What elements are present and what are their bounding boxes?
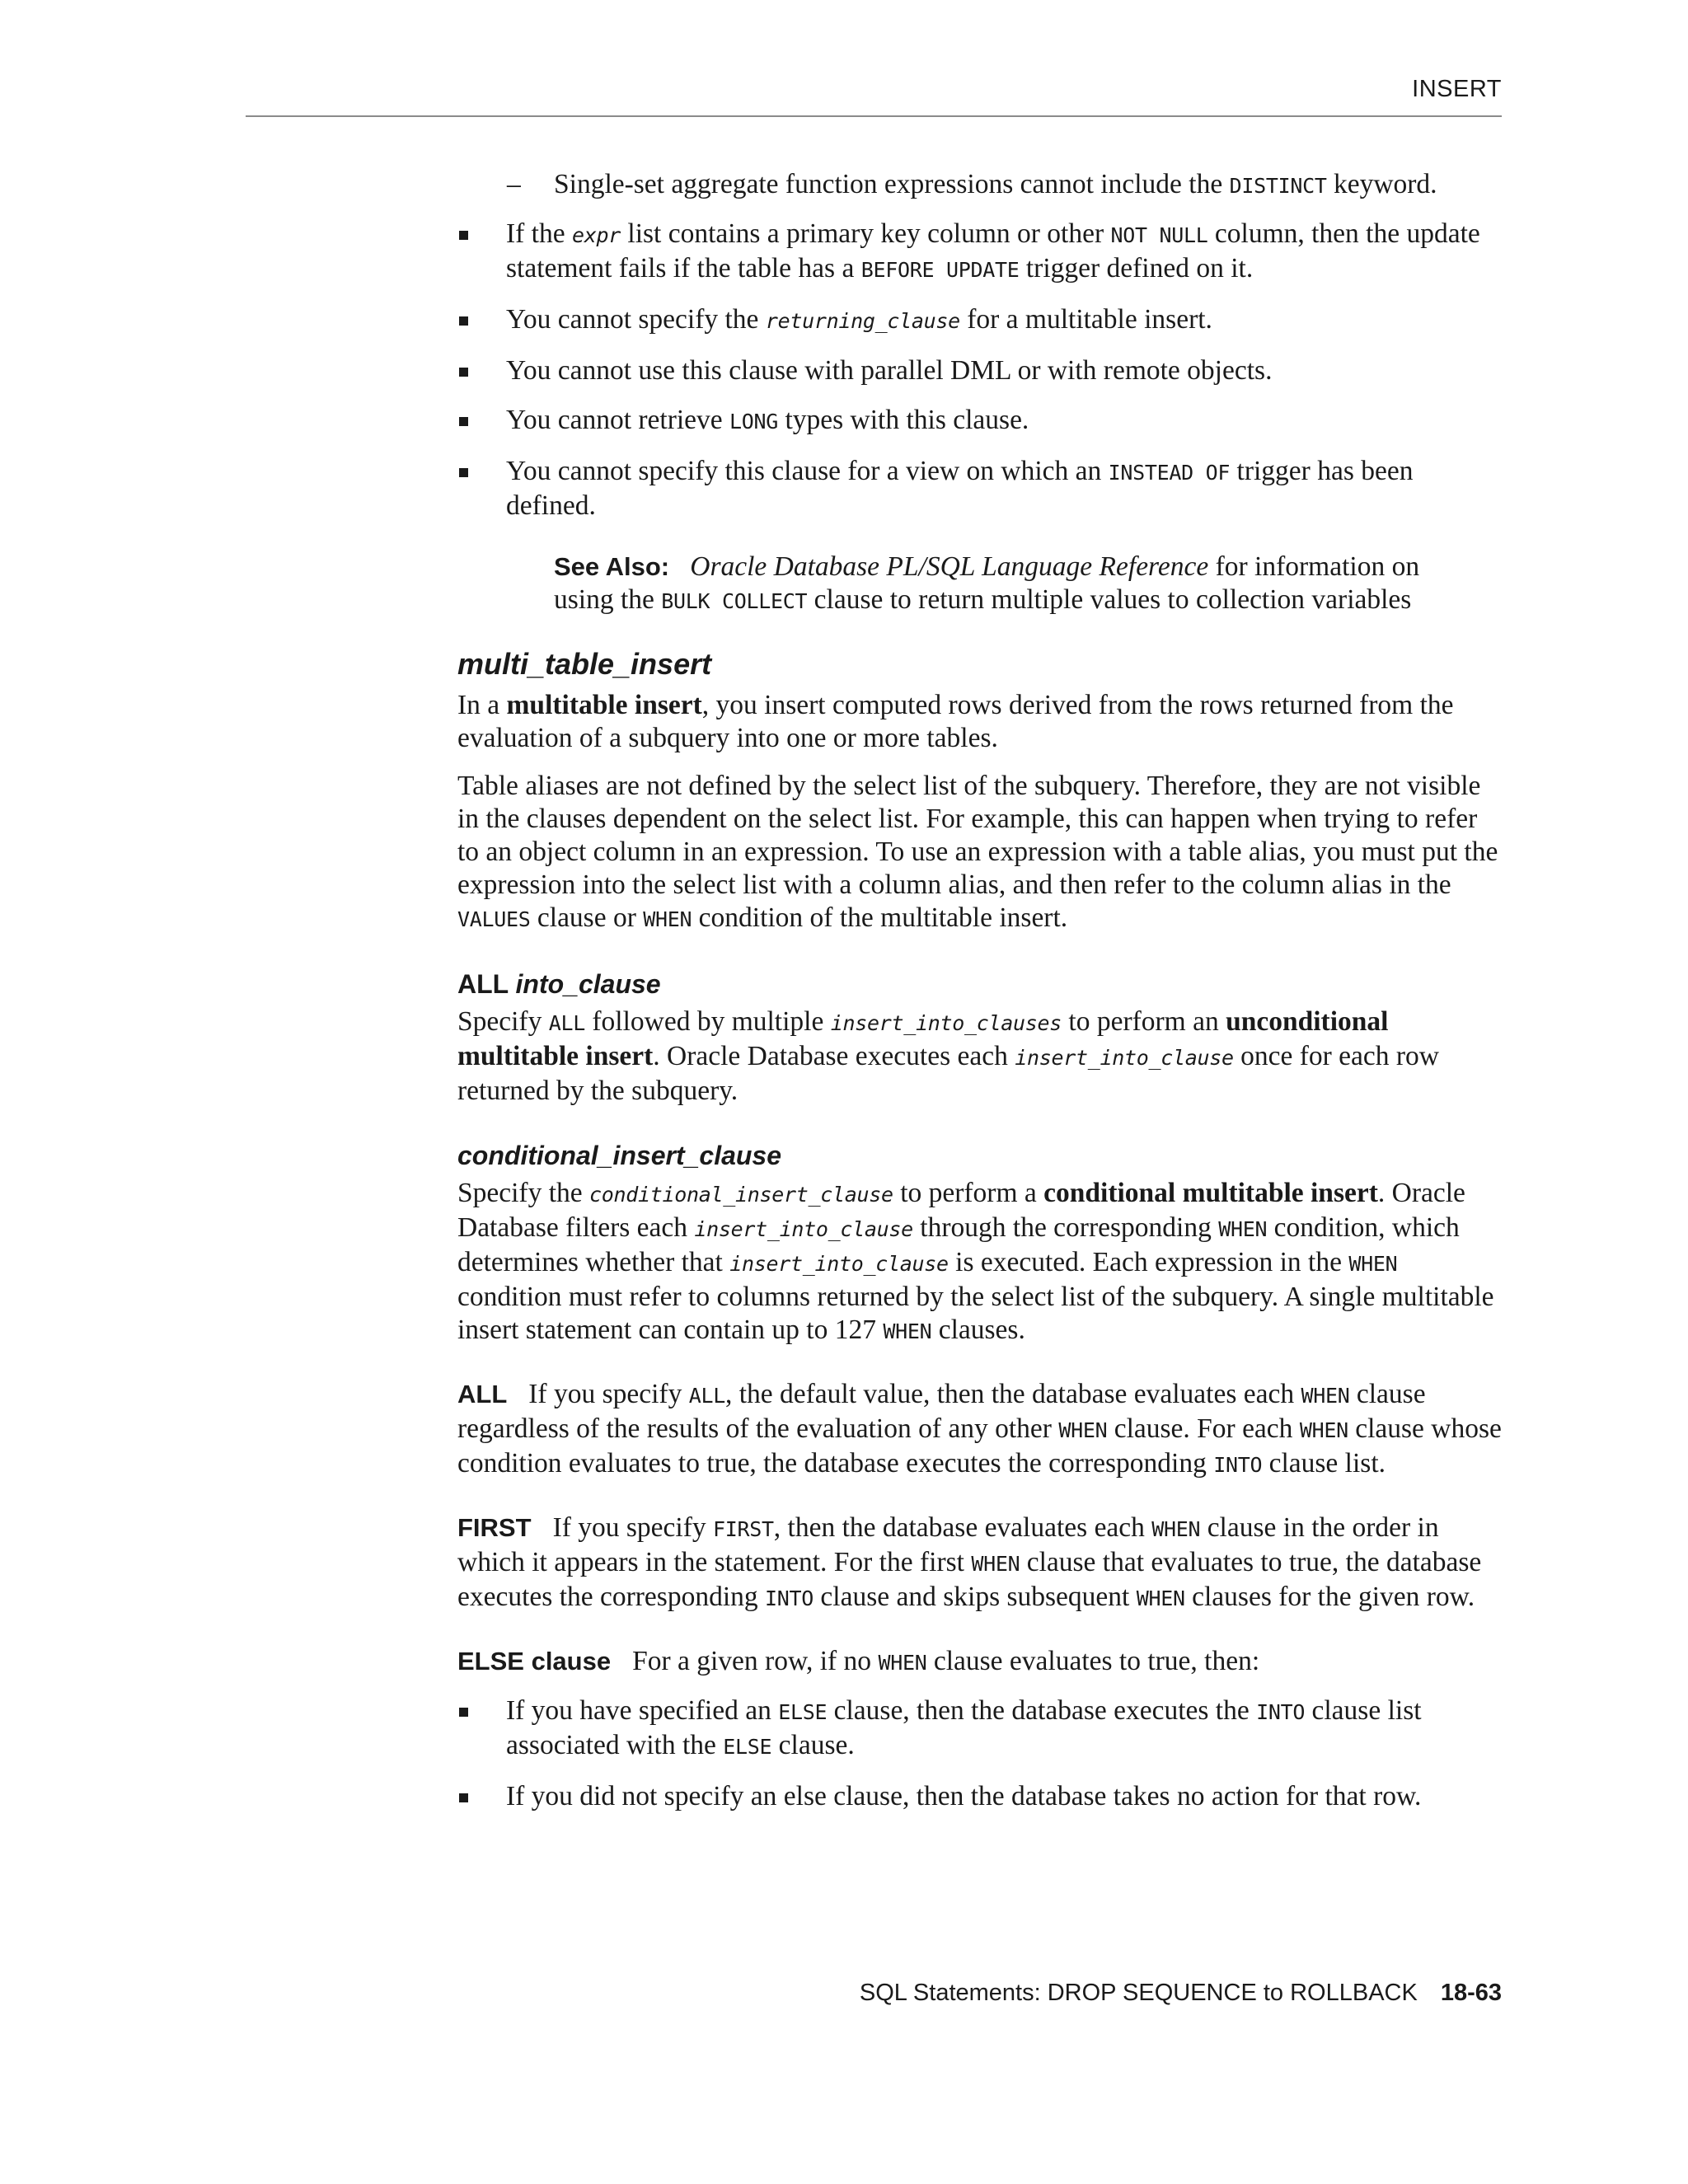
restrictions-list [457, 218, 1504, 523]
code-term: INTO [1256, 1700, 1306, 1724]
paragraph: Specify ALL followed by multiple insert_into_clauses to perform an unconditional multitable insert. Oracle Database executes each insert_into_clause once for each row returned by the subquery. [457, 1006, 1440, 1106]
see-also-note: See Also: Oracle Database PL/SQL Language Reference for information on using the BULK COLLECT clause to return multiple values to collection variables [554, 551, 1420, 615]
else-list [457, 1694, 1504, 1813]
code-term: INTO [765, 1586, 814, 1610]
bullet-square-icon [459, 316, 468, 326]
code-term: ELSE [723, 1735, 772, 1759]
code-term: LONG [729, 410, 779, 434]
code-term: WHEN [1151, 1517, 1201, 1541]
list-item: You cannot specify the returning_clause for a multitable insert. [457, 303, 1504, 338]
code-term: WHEN [1301, 1384, 1350, 1408]
reference-title[interactable]: Oracle Database PL/SQL Language Reference [690, 551, 1209, 582]
code-term: NOT NULL [1110, 223, 1208, 247]
page-number: 18-63 [1440, 1980, 1502, 2006]
code-term: insert_into_clauses [830, 1011, 1062, 1035]
list-item: If the expr list contains a primary key column or other NOT NULL column, then the update statement fails if the table has a BEFORE UPDATE trigger defined on it. [457, 218, 1504, 287]
code-term: WHEN [971, 1552, 1020, 1576]
code-term: ALL [688, 1384, 725, 1408]
list-item: You cannot specify this clause for a view on which an INSTEAD OF trigger has been defined. [457, 455, 1504, 523]
code-term: WHEN [1299, 1418, 1348, 1442]
bullet-square-icon [459, 368, 468, 377]
code-term: WHEN [878, 1651, 927, 1675]
code-term: INSTEAD OF [1108, 461, 1231, 485]
code-term: returning_clause [765, 309, 960, 333]
list-item: You cannot retrieve LONG types with this clause. [457, 404, 1504, 438]
first-paragraph: FIRST If you specify FIRST, then the database evaluates each WHEN clause in the order in which it appears in the statement. For the first WHEN clause that evaluates to true, the database executes the corresponding INTO clause and skips subsequent WHEN clauses for the given row. [457, 1512, 1482, 1612]
footer-book-title: SQL Statements: DROP SEQUENCE to ROLLBACK [859, 1980, 1418, 2006]
code-term: ELSE [778, 1700, 828, 1724]
sub-list-item: – Single-set aggregate function expressions cannot include the DISTINCT keyword. [507, 169, 1437, 199]
code-term: insert_into_clause [729, 1252, 949, 1276]
list-item: If you have specified an ELSE clause, then the database executes the INTO clause list associated with the ELSE clause. [457, 1694, 1504, 1764]
code-term: BEFORE UPDATE [860, 258, 1020, 282]
dash-marker: – [507, 169, 521, 199]
code-term: VALUES [457, 907, 531, 931]
else-paragraph: ELSE clause For a given row, if no WHEN clause evaluates to true, then: [457, 1646, 1260, 1676]
bullet-square-icon [459, 1708, 468, 1717]
code-term: insert_into_clause [694, 1217, 913, 1241]
page-body [457, 168, 1504, 1830]
section-heading-multi-table-insert: multi_table_insert [457, 647, 712, 681]
list-item: If you did not specify an else clause, then the database takes no action for that row. [457, 1780, 1504, 1813]
run-in-label: ELSE clause [457, 1647, 612, 1675]
list-item: You cannot use this clause with parallel DML or with remote objects. [457, 354, 1504, 387]
running-header-title: INSERT [1412, 76, 1502, 102]
code-term: WHEN [1348, 1252, 1398, 1276]
code-term: conditional_insert_clause [589, 1183, 893, 1207]
code-term: BULK COLLECT [661, 589, 808, 613]
code-term: WHEN [883, 1319, 932, 1343]
run-in-label: ALL [457, 1380, 508, 1408]
page-footer [860, 1980, 1502, 2007]
run-in-label: FIRST [457, 1513, 532, 1542]
code-term: WHEN [1136, 1586, 1185, 1610]
code-term: FIRST [713, 1517, 774, 1541]
section-heading-conditional-insert-clause: conditional_insert_clause [457, 1141, 782, 1170]
paragraph: Table aliases are not defined by the select list of the subquery. Therefore, they are not visible in the clauses dependent on the select list. For example, this can happen when trying to refer to an object column in an expression. To use an expression with a table alias, you must put the expression into the select list with a column alias, and then refer to the column alias in the VALUES clause or WHEN condition of the multitable insert. [457, 771, 1498, 933]
bullet-square-icon [459, 417, 468, 426]
all-paragraph: ALL If you specify ALL, the default value, then the database evaluates each WHEN clause regardless of the results of the evaluation of any other WHEN clause. For each WHEN clause whose condition evaluates to true, the database executes the corresponding INTO clause list. [457, 1379, 1502, 1479]
paragraph: Specify the conditional_insert_clause to perform a conditional multitable insert. Oracle Database filters each insert_into_clause through the corresponding WHEN condition, which determines whether that insert_into_clause is executed. Each expression in the WHEN condition must refer to columns returned by the select list of the subquery. A single multitable insert statement can contain up to 127 WHEN clauses. [457, 1178, 1494, 1345]
bullet-square-icon [459, 231, 468, 240]
code-term: WHEN [1058, 1418, 1108, 1442]
bullet-square-icon [459, 1793, 468, 1802]
code-term: ALL [548, 1011, 585, 1035]
running-header [246, 73, 1502, 117]
section-heading-all-into-clause: ALL into_clause [457, 969, 661, 999]
bullet-square-icon [459, 468, 468, 477]
code-term: INTO [1213, 1453, 1263, 1477]
code-term: expr [572, 223, 621, 247]
code-term: WHEN [1218, 1217, 1268, 1241]
code-term: DISTINCT [1229, 174, 1327, 198]
paragraph: In a multitable insert, you insert computed rows derived from the rows returned from the evaluation of a subquery into one or more tables. [457, 690, 1454, 753]
code-term: WHEN [643, 907, 692, 931]
see-also-label: See Also: [554, 552, 670, 581]
code-term: insert_into_clause [1015, 1046, 1234, 1070]
